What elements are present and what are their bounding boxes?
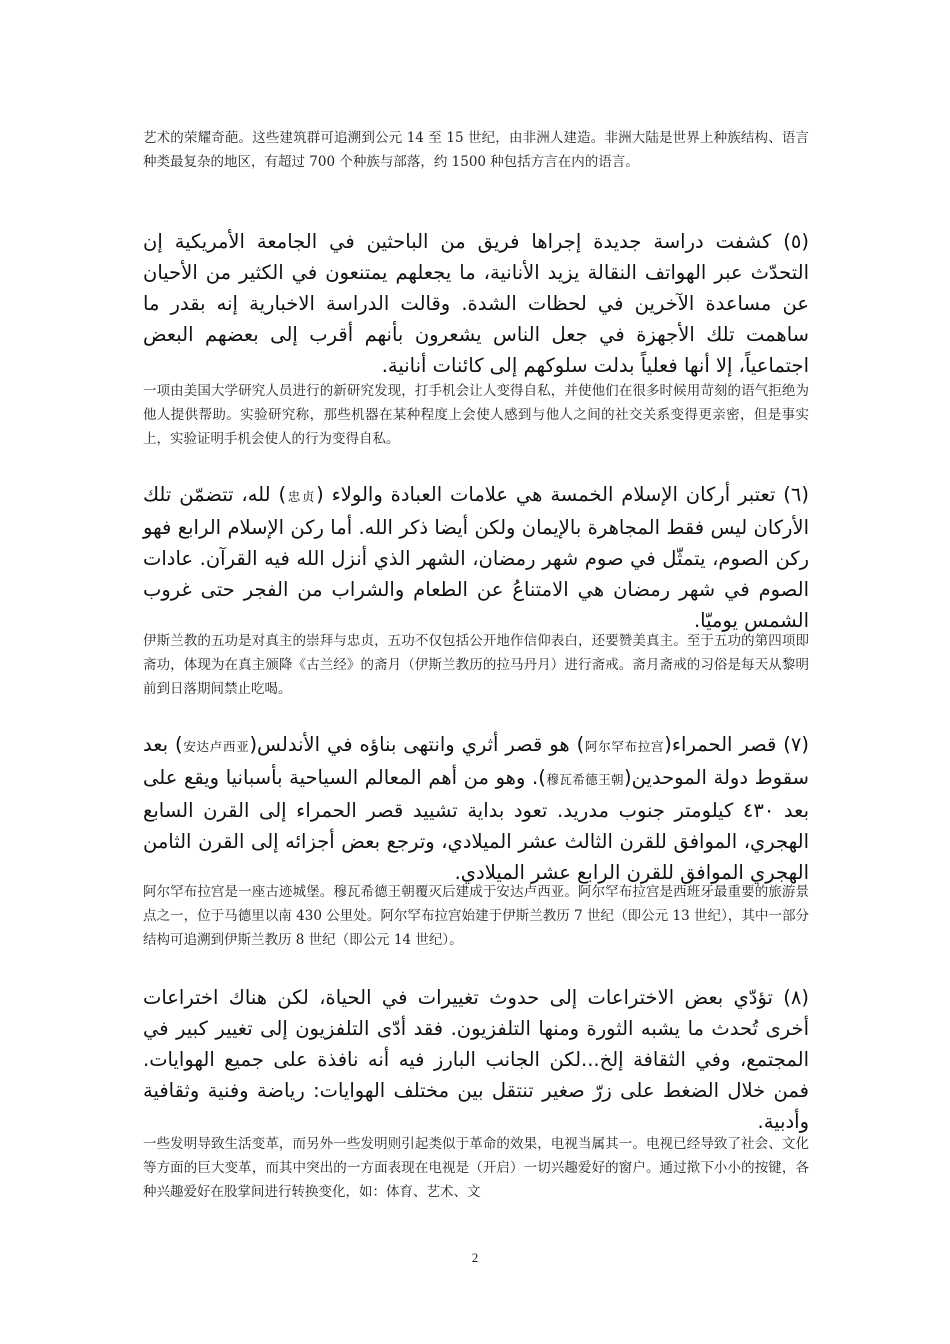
chinese-translation-8: 一些发明导致生活变革，而另外一些发明则引起类似于革命的效果，电视当属其一。电视已经导致了社会、文化等方面的巨大变革，而其中突出的一方面表现在电视是（开启）一切兴趣爱好的窗户。通过揿下小小的按键，各种兴趣爱好在股掌间进行转换变化，如：体育、艺术、文 bbox=[143, 1136, 809, 1200]
arabic-text: ). وهو من أهم المعالم السياحية بأسبانيا ويقع على بعد ٤٣٠ كيلومتر جنوب مدريد. تعود بداية تشييد قصر الحمراء إلى القرن السابع الهجري، الموافق للقرن الثالث عشر الميلادي، وترجع بعض أجزائه إلى القرن الثامن الهجري الموافق للقرن الرابع عشر الميلادي. bbox=[143, 766, 809, 884]
arabic-paragraph-8: (٨) تؤدّي بعض الاختراعات إلى حدوث تغييرات في الحياة، لكن هناك اختراعات أخرى تُحدث ما يشبه الثورة ومنها التلفزيون. فقد أدّى التلفزيون إلى تغيير كبير في المجتمع، وفي الثقافة إلخ...لكن الجانب البارز فيه أنه نافذة على جميع الهوايات. فمن خلال الضغط على زرّ صغير تنتقل بين مختلف الهوايات: رياضة وفنية وثقافية وأدبية. bbox=[143, 986, 809, 1133]
arabic-text: (٧) قصر الحمراء( bbox=[664, 733, 809, 756]
arabic-paragraph-6 bbox=[143, 479, 809, 636]
chinese-translation-7: 阿尔罕布拉宫是一座古迹城堡。穆瓦希德王朝覆灭后建成于安达卢西亚。阿尔罕布拉宫是西班牙最重要的旅游景点之一，位于马德里以南 430 公里处。阿尔罕布拉宫始建于伊斯兰教历 7 世纪（即公元 13 世纪），其中一部分结构可追溯到伊斯兰教历 8 世纪（即公元 14 世纪）。 bbox=[143, 884, 809, 948]
chinese-translation-6: 伊斯兰教的五功是对真主的崇拜与忠贞，五功不仅包括公开地作信仰表白，还要赞美真主。至于五功的第四项即斋功，体现为在真主颁降《古兰经》的斋月（伊斯兰教历的拉马丹月）进行斋戒。斋月斋戒的习俗是每天从黎明前到日落期间禁止吃喝。 bbox=[143, 633, 809, 697]
arabic-paragraph-7 bbox=[143, 729, 809, 888]
inline-chinese-term: 安达卢西亚 bbox=[182, 739, 250, 754]
arabic-text: ) هو قصر أثري وانتهى بناؤه في الأندلس( bbox=[249, 733, 585, 756]
intro-chinese-paragraph: 艺术的荣耀奇葩。这些建筑群可追溯到公元 14 至 15 世纪，由非洲人建造。非洲大陆是世界上种族结构、语言种类最复杂的地区，有超过 700 个种族与部落，约 1500 种包括方言在内的语言。 bbox=[143, 130, 809, 170]
arabic-paragraph-5: (٥) كشفت دراسة جديدة إجراها فريق من الباحثين في الجامعة الأمريكية إن التحدّث عبر الهواتف النقالة يزيد الأنانية، ما يجعلهم يمتنعون في الكثير من الأحيان عن مساعدة الآخرين في لحظات الشدة. وقالت الدراسة الاخبارية إنه بقدر ما ساهمت تلك الأجهزة في جعل الناس يشعرون بأنهم أقرب إلى بعضهم البعض اجتماعياً، إلا أنها فعلياً بدلت سلوكهم إلى كائنات أنانية. bbox=[143, 230, 809, 377]
inline-chinese-term: 忠贞 bbox=[286, 489, 317, 504]
chinese-translation-5: 一项由美国大学研究人员进行的新研究发现，打手机会让人变得自私，并使他们在很多时候用苛刻的语气拒绝为他人提供帮助。实验研究称，那些机器在某种程度上会使人感到与他人之间的社交关系变得更亲密，但是事实上，实验证明手机会使人的行为变得自私。 bbox=[143, 383, 809, 447]
inline-chinese-term: 阿尔罕布拉宫 bbox=[584, 739, 665, 754]
inline-chinese-term: 穆瓦希德王朝 bbox=[545, 772, 624, 787]
arabic-text: (٦) تعتبر أركان الإسلام الخمسة هي علامات العبادة والولاء ( bbox=[316, 483, 809, 506]
arabic-text: ) لله، تتضمّن تلك الأركان ليس فقط المجاهرة بالإيمان ولكن أيضا ذكر الله. أما ركن الإسلام الرابع فهو ركن الصوم، يتمثّل في صوم شهر رمضان، الشهر الذي أنزل الله فيه القرآن. عادات الصوم في شهر رمضان هي الامتناعُ عن الطعام والشراب من الفجر حتى غروب الشمس يوميّا. bbox=[143, 483, 809, 632]
page-number: 2 bbox=[471, 1250, 479, 1265]
arabic-text: ) بعد سقوط دولة الموحدين( bbox=[143, 733, 809, 789]
